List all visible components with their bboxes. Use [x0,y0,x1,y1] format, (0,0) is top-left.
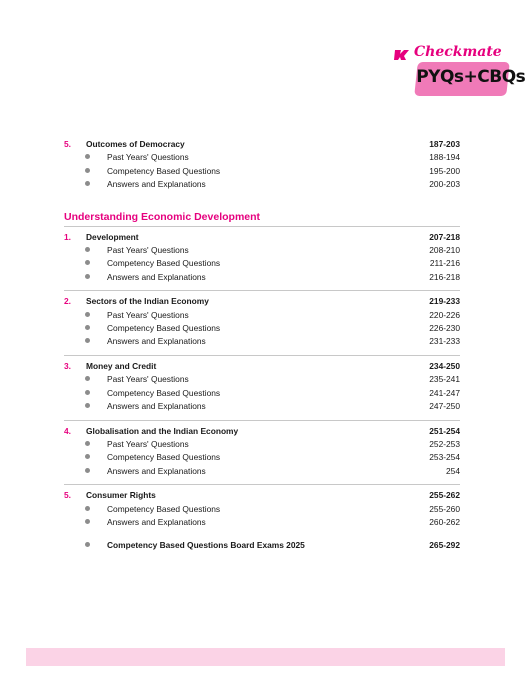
chapter-pages: 187-203 [429,139,460,149]
bullet-icon [64,165,107,178]
chapter-pages: 219-233 [429,296,460,307]
chapter-pages: 234-250 [429,360,460,371]
toc-item-row[interactable] [64,503,460,516]
toc-item-row[interactable] [64,516,460,529]
toc-item-pages: 231-233 [429,336,460,347]
chapter-pages: 207-218 [429,231,460,242]
chapter-number: 1. [64,231,71,242]
toc-item-title: Competency Based Questions [107,503,221,514]
toc-item-title: Past Years' Questions [107,309,189,320]
board-exam-title: Competency Based Questions Board Exams 2025 [107,540,305,551]
toc-item-pages: 226-230 [429,323,460,334]
chapter-row[interactable] [64,360,460,373]
toc-item-pages: 216-218 [429,271,460,282]
toc-item-pages: 254 [446,465,460,476]
toc-item-pages: 247-250 [429,401,460,412]
toc-item-row[interactable] [64,438,460,451]
toc-item-pages: 208-210 [429,245,460,256]
toc-item-pages: 220-226 [429,309,460,320]
chapter-title: Outcomes of Democracy [86,139,185,149]
toc-chapter-consumer-rights [64,485,460,535]
toc-item-title: Competency Based Questions [107,165,221,176]
toc-item-pages: 260-262 [429,516,460,527]
bullet-icon [64,271,107,284]
toc-item-pages: 211-216 [429,258,460,269]
toc-item-pages: 255-260 [429,503,460,514]
bullet-icon [64,387,107,400]
toc-item-title: Competency Based Questions [107,258,221,269]
toc-item-row[interactable] [64,322,460,335]
bullet-icon [64,309,107,322]
chapter-number: 5. [64,490,71,501]
toc-item-row[interactable] [64,244,460,257]
chapter-title: Globalisation and the Indian Economy [86,425,239,436]
toc-item-row[interactable] [64,335,460,348]
toc-item-row[interactable] [64,387,460,400]
toc-chapter-globalisation [64,421,460,486]
toc-chapter-development [64,227,460,292]
table-of-contents [64,138,460,559]
board-exam-row[interactable] [64,539,460,552]
chapter-row[interactable] [64,138,460,151]
chapter-row[interactable] [64,295,460,308]
footer-band [26,648,505,666]
toc-item-row[interactable] [64,465,460,478]
chapter-row[interactable] [64,489,460,502]
toc-board-exam [64,535,460,558]
bullet-icon [64,438,107,451]
toc-item-row[interactable] [64,309,460,322]
toc-item-title: Competency Based Questions [107,323,221,334]
toc-item-row[interactable] [64,178,460,191]
chapter-number: 5. [64,139,71,149]
bullet-icon [64,516,107,529]
chapter-pages: 255-262 [429,490,460,501]
toc-item-title: Past Years' Questions [107,245,189,256]
bullet-icon [64,373,107,386]
toc-item-row[interactable] [64,165,460,178]
chapter-number: 2. [64,296,71,307]
bullet-icon [64,451,107,464]
bullet-icon [64,503,107,516]
logo-script-text: Checkmate [414,44,502,60]
toc-item-row[interactable] [64,400,460,413]
toc-item-title: Competency Based Questions [107,387,221,398]
bullet-icon [64,244,107,257]
toc-item-pages: 253-254 [429,452,460,463]
toc-chapter-outcomes-of-democracy [64,138,460,198]
checkmate-logo [392,44,526,102]
chapter-title: Consumer Rights [86,490,156,501]
chapter-pages: 251-254 [429,425,460,436]
toc-item-title: Answers and Explanations [107,271,206,282]
board-exam-pages: 265-292 [429,540,460,551]
toc-item-pages: 241-247 [429,387,460,398]
checkmate-mark-icon [394,48,410,62]
bullet-icon [64,257,107,270]
toc-item-title: Answers and Explanations [107,179,206,190]
toc-item-pages: 235-241 [429,374,460,385]
toc-item-pages: 195-200 [429,165,460,176]
toc-item-title: Past Years' Questions [107,152,189,163]
toc-item-pages: 200-203 [429,179,460,190]
toc-chapter-sectors [64,291,460,356]
bullet-icon [64,178,107,191]
chapter-title: Money and Credit [86,360,157,371]
chapter-number: 3. [64,360,71,371]
toc-item-title: Past Years' Questions [107,438,189,449]
bullet-icon [64,400,107,413]
toc-item-title: Answers and Explanations [107,465,206,476]
toc-item-title: Competency Based Questions [107,452,221,463]
logo-badge [414,62,526,96]
chapter-row[interactable] [64,425,460,438]
toc-item-row[interactable] [64,373,460,386]
toc-item-title: Answers and Explanations [107,401,206,412]
toc-chapter-money-and-credit [64,356,460,421]
bullet-icon [64,151,107,164]
logo-badge-text: PYQs+CBQs [416,67,526,87]
toc-item-row[interactable] [64,257,460,270]
toc-item-pages: 188-194 [429,152,460,163]
bullet-icon [64,322,107,335]
toc-item-row[interactable] [64,151,460,164]
chapter-row[interactable] [64,231,460,244]
section-heading: Understanding Economic Development [64,210,460,227]
toc-item-title: Past Years' Questions [107,374,189,385]
bullet-icon [64,465,107,478]
bullet-icon [64,335,107,348]
chapter-title: Development [86,231,139,242]
toc-item-row[interactable] [64,451,460,464]
chapter-number: 4. [64,425,71,436]
toc-item-title: Answers and Explanations [107,336,206,347]
toc-item-pages: 252-253 [429,438,460,449]
chapter-title: Sectors of the Indian Economy [86,296,209,307]
toc-item-title: Answers and Explanations [107,516,206,527]
bullet-icon [64,539,107,552]
toc-item-row[interactable] [64,271,460,284]
